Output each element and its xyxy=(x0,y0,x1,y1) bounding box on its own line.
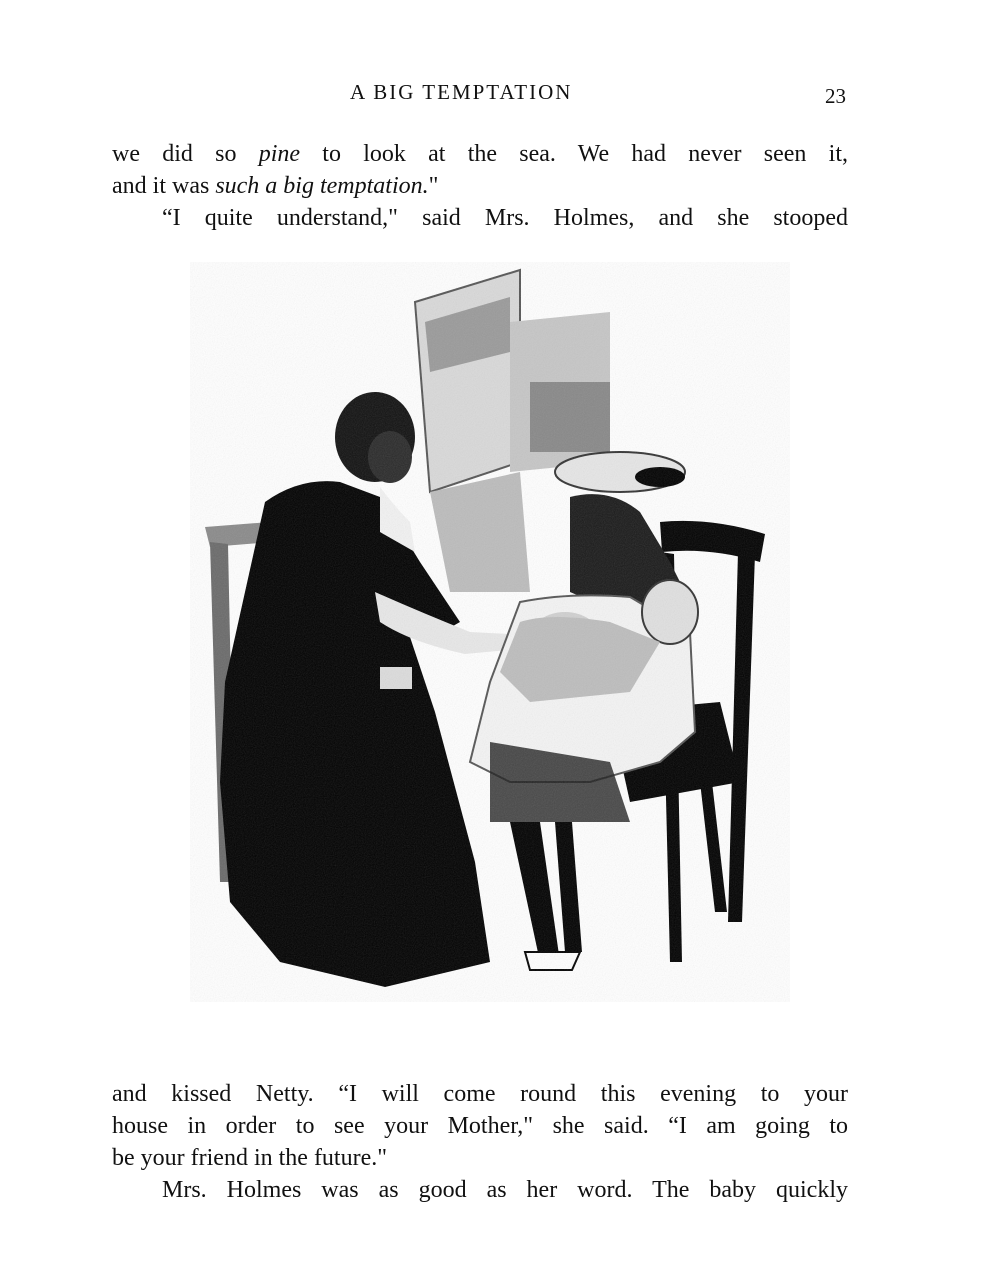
text-segment: to look at the sea. We had never seen it, xyxy=(300,141,849,167)
illustration-drawing xyxy=(190,262,790,1002)
text-segment: " xyxy=(428,173,439,199)
paragraph-bottom xyxy=(112,1078,848,1206)
text-line: “I quite understand," said Mrs. Holmes, and she stooped xyxy=(162,205,848,231)
text-line: and kissed Netty. “I will come round this evening to your xyxy=(112,1081,848,1107)
photograph-illustration xyxy=(190,262,790,1002)
text-line xyxy=(112,138,848,170)
text-line: house in order to see your Mother," she said. “I am going to xyxy=(112,1113,848,1139)
italic-text: pine xyxy=(258,141,301,167)
text-segment: we did so xyxy=(112,141,259,167)
paragraph-top xyxy=(112,138,848,234)
text-line xyxy=(112,170,848,202)
text-line: be your friend in the future." xyxy=(112,1145,388,1171)
text-line: Mrs. Holmes was as good as her word. The baby quickly xyxy=(162,1177,848,1203)
running-head: A BIG TEMPTATION xyxy=(350,80,573,104)
text-segment: and it was xyxy=(112,173,216,199)
italic-text: such a big temptation. xyxy=(215,173,429,199)
page-number: 23 xyxy=(825,84,846,108)
